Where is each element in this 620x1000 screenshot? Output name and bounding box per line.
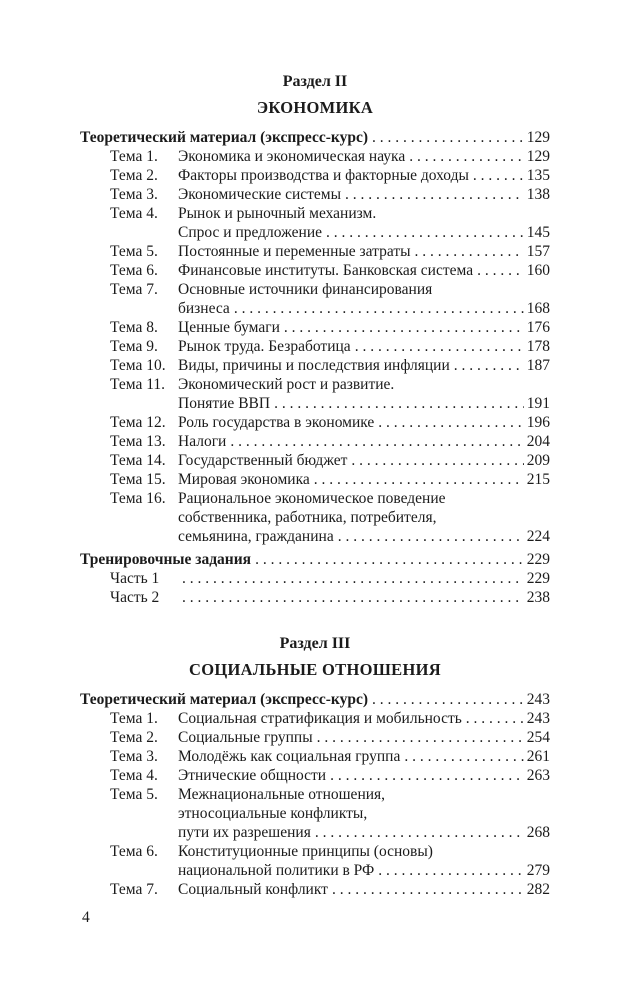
dot-leader <box>317 728 524 747</box>
toc-entry-titles <box>178 166 550 185</box>
toc-entry-text: Социальные группы <box>178 729 313 746</box>
toc-entry-lastline <box>80 690 550 709</box>
toc-entry-lastline <box>178 166 550 185</box>
dot-leader <box>454 356 524 375</box>
toc-entry-label: Тема 3. <box>110 186 158 203</box>
dot-leader <box>473 166 524 185</box>
toc-entry-text: Финансовые институты. Банковская система <box>178 262 474 279</box>
toc-entry-page: 229 <box>526 551 550 568</box>
toc-entry-lastline <box>178 766 550 785</box>
toc-entry-text: Молодёжь как социальная группа <box>178 748 401 765</box>
section-heading: Раздел II <box>282 73 348 90</box>
dot-leader <box>330 766 524 785</box>
toc-entry-label: Тема 11. <box>110 376 166 393</box>
toc-entry-titles <box>178 842 550 880</box>
toc-entry <box>80 432 550 451</box>
dot-leader <box>355 337 524 356</box>
dot-leader <box>255 550 524 569</box>
toc-entry-titles <box>178 880 550 899</box>
toc-entry-lastline <box>178 356 550 375</box>
toc-entry-titles <box>178 709 550 728</box>
toc-entry-text: бизнеса <box>178 300 230 317</box>
toc-entry-label: Тема 10. <box>110 357 166 374</box>
toc-entry-lastline <box>178 728 550 747</box>
toc-entry-page: 268 <box>526 824 550 841</box>
toc-entry-text: пути их разрешения <box>178 824 311 841</box>
toc-entry <box>80 242 550 261</box>
toc-entry-lastline <box>178 223 550 242</box>
toc-entry-page: 168 <box>526 300 550 317</box>
toc-entry-lastline <box>178 470 550 489</box>
toc-entry-titles <box>80 128 550 147</box>
toc-entry-text: Экономические системы <box>178 186 342 203</box>
toc-entry-lastline <box>178 261 550 280</box>
dot-leader <box>345 185 524 204</box>
toc-entry-lastline <box>178 709 550 728</box>
toc-entry-line: Конституционные принципы (основы) <box>178 843 433 860</box>
toc-entry-titles <box>178 375 550 413</box>
dot-leader <box>332 880 524 899</box>
toc-entry-page: 261 <box>526 748 550 765</box>
toc-entry-label: Тема 1. <box>110 710 158 727</box>
toc-entry-label: Тема 13. <box>110 433 166 450</box>
toc-entry <box>80 690 550 709</box>
toc-entry-titles <box>178 242 550 261</box>
toc-entry-lastline <box>178 242 550 261</box>
toc-entry-lastline <box>178 394 550 413</box>
toc-entry <box>80 128 550 147</box>
toc-entry-titles <box>178 728 550 747</box>
toc-entry-titles <box>178 185 550 204</box>
toc-entry-text: Мировая экономика <box>178 471 310 488</box>
toc-entry-lastline <box>178 413 550 432</box>
toc-entry-line: этносоциальные конфликты, <box>178 805 368 822</box>
toc-entry <box>80 356 550 375</box>
toc-entry <box>80 204 550 242</box>
toc-entry-label: Тема 2. <box>110 167 158 184</box>
toc-entry-titles <box>178 356 550 375</box>
toc-entry <box>80 766 550 785</box>
toc-entry <box>80 728 550 747</box>
toc-entry-page: 196 <box>526 414 550 431</box>
toc-entry <box>80 413 550 432</box>
toc-entry-label: Тема 16. <box>110 490 166 507</box>
dot-leader <box>378 413 523 432</box>
toc-entry-page: 263 <box>526 767 550 784</box>
toc-entry-page: 209 <box>526 452 550 469</box>
toc-entry-text: семьянина, гражданина <box>178 528 334 545</box>
toc-entry-lastline <box>80 550 550 569</box>
toc-entry <box>80 261 550 280</box>
toc-entry-titles <box>178 766 550 785</box>
toc-entry-titles <box>178 470 550 489</box>
toc-entry-titles <box>178 588 550 607</box>
toc-entry-page: 224 <box>526 528 550 545</box>
toc-entry-page: 187 <box>526 357 550 374</box>
toc-entry-label: Тема 5. <box>110 786 158 803</box>
toc-entry-lastline <box>178 432 550 451</box>
toc-entry-text: Государственный бюджет <box>178 452 348 469</box>
toc-entry-page: 215 <box>526 471 550 488</box>
toc-entry-label: Тема 9. <box>110 338 158 355</box>
toc-entry-label: Тема 14. <box>110 452 166 469</box>
toc-entry-titles <box>178 280 550 318</box>
toc-entry-label: Тема 6. <box>110 843 158 860</box>
toc-entry-lastline <box>178 527 550 546</box>
toc-entry-line: Экономический рост и развитие. <box>178 376 395 393</box>
toc-entry-titles <box>178 451 550 470</box>
toc-entry <box>80 709 550 728</box>
toc-entry-label: Часть 2 <box>110 589 160 606</box>
dot-leader <box>326 223 524 242</box>
toc-entry-lastline <box>178 880 550 899</box>
toc-entry <box>80 166 550 185</box>
toc-entry-label: Тема 2. <box>110 729 158 746</box>
toc-entry-text: Теоретический материал (экспресс-курс) <box>80 691 369 708</box>
toc-entry-text: Спрос и предложение <box>178 224 323 241</box>
dot-leader <box>284 318 524 337</box>
toc-entry-text: Ценные бумаги <box>178 319 280 336</box>
toc-entry <box>80 147 550 166</box>
toc-entry-label: Тема 1. <box>110 148 158 165</box>
toc-entry-page: 138 <box>526 186 550 203</box>
toc-entry-page: 238 <box>526 589 550 606</box>
toc-entry-label: Часть 1 <box>110 570 160 587</box>
dot-leader <box>315 823 524 842</box>
toc-entry <box>80 375 550 413</box>
toc-entry <box>80 842 550 880</box>
section-title: ЭКОНОМИКА <box>256 98 374 117</box>
toc-entry-titles <box>178 747 550 766</box>
toc-entry <box>80 880 550 899</box>
toc-entry-page: 129 <box>526 148 550 165</box>
toc-entry <box>80 747 550 766</box>
toc-entry-text: Понятие ВВП <box>178 395 271 412</box>
dot-leader <box>338 527 524 546</box>
toc-entry <box>80 337 550 356</box>
toc-entry-text: Факторы производства и факторные доходы <box>178 167 469 184</box>
toc-entry <box>80 785 550 842</box>
dot-leader <box>477 261 524 280</box>
toc-entry-page: 191 <box>526 395 550 412</box>
toc-entry-text: Виды, причины и последствия инфляции <box>178 357 450 374</box>
toc-entry-text: Тренировочные задания <box>80 551 252 568</box>
toc-entry-label: Тема 8. <box>110 319 158 336</box>
dot-leader <box>466 709 524 728</box>
toc-entry <box>80 550 550 569</box>
toc-entry-page: 129 <box>526 129 550 146</box>
dot-leader <box>230 432 523 451</box>
toc-entry-text: Роль государства в экономике <box>178 414 375 431</box>
toc-entry <box>80 185 550 204</box>
toc-entry-text: Рынок труда. Безработица <box>178 338 351 355</box>
toc-entry-lastline <box>178 861 550 880</box>
toc-entry-text: Постоянные и переменные затраты <box>178 243 411 260</box>
toc-entry-page: 254 <box>526 729 550 746</box>
toc-entry-page: 279 <box>526 862 550 879</box>
dot-leader <box>415 242 524 261</box>
toc-entry-page: 157 <box>526 243 550 260</box>
toc-entry-lastline <box>80 128 550 147</box>
dot-leader <box>372 128 524 147</box>
toc-entry-page: 282 <box>526 881 550 898</box>
dot-leader <box>182 569 524 588</box>
dot-leader <box>378 861 523 880</box>
toc-entry <box>80 588 550 607</box>
toc-entry-lastline <box>178 588 550 607</box>
toc-entry-text: Социальный конфликт <box>178 881 328 898</box>
toc-entry-text: национальной политики в РФ <box>178 862 375 879</box>
toc-entry-titles <box>178 785 550 842</box>
toc-entry <box>80 280 550 318</box>
toc-entry-label: Тема 4. <box>110 205 158 222</box>
toc-entry-titles <box>178 489 550 546</box>
toc-entry <box>80 470 550 489</box>
toc-entry-titles <box>178 413 550 432</box>
toc-entry <box>80 569 550 588</box>
toc-entry-label: Тема 15. <box>110 471 166 488</box>
section-heading: Раздел III <box>279 635 351 652</box>
toc-entry-page: 243 <box>526 710 550 727</box>
dot-leader <box>182 588 524 607</box>
toc-entry-titles <box>80 550 550 569</box>
toc-entry-lastline <box>178 451 550 470</box>
dot-leader <box>404 747 523 766</box>
dot-leader <box>314 470 524 489</box>
toc-entry-lastline <box>178 318 550 337</box>
toc-entry-line: Основные источники финансирования <box>178 281 433 298</box>
toc-entry-titles <box>178 204 550 242</box>
toc-entry-text: Экономика и экономическая наука <box>178 148 406 165</box>
toc-entry-titles <box>80 690 550 709</box>
dot-leader <box>234 299 524 318</box>
toc-entry-titles <box>178 318 550 337</box>
toc-entry-page: 135 <box>526 167 550 184</box>
dot-leader <box>274 394 524 413</box>
toc-entry-page: 204 <box>526 433 550 450</box>
toc-entry-label: Тема 6. <box>110 262 158 279</box>
toc-entry-label: Тема 5. <box>110 243 158 260</box>
toc-entry-lastline <box>178 337 550 356</box>
toc-entry-text: Теоретический материал (экспресс-курс) <box>80 129 369 146</box>
toc-entry-line: Рынок и рыночный механизм. <box>178 205 377 222</box>
toc-entry-label: Тема 3. <box>110 748 158 765</box>
page-number: 4 <box>82 909 90 926</box>
toc-entry-page: 176 <box>526 319 550 336</box>
toc-entry <box>80 451 550 470</box>
dot-leader <box>372 690 524 709</box>
toc-entry-page: 160 <box>526 262 550 279</box>
toc-entry-titles <box>178 261 550 280</box>
toc-entry-text: Социальная стратификация и мобильность <box>178 710 462 727</box>
toc-entry-titles <box>178 432 550 451</box>
toc-entry-page: 145 <box>526 224 550 241</box>
toc-entry-lastline <box>178 823 550 842</box>
toc-entry-lastline <box>178 147 550 166</box>
toc-entry <box>80 318 550 337</box>
toc-entry-page: 243 <box>526 691 550 708</box>
dot-leader <box>351 451 523 470</box>
toc-entry-titles <box>178 569 550 588</box>
toc-entry-lastline <box>178 185 550 204</box>
toc-entry-label: Тема 12. <box>110 414 166 431</box>
toc-entry-label: Тема 7. <box>110 881 158 898</box>
toc-entry-text: Налоги <box>178 433 227 450</box>
section-title: СОЦИАЛЬНЫЕ ОТНОШЕНИЯ <box>189 660 441 679</box>
toc-entry-label: Тема 4. <box>110 767 158 784</box>
toc-sections <box>80 72 550 899</box>
toc-entry-titles <box>178 147 550 166</box>
toc-section <box>80 634 550 899</box>
toc-entry-lastline <box>178 747 550 766</box>
toc-entry-page: 178 <box>526 338 550 355</box>
toc-entry-page: 229 <box>526 570 550 587</box>
dot-leader <box>409 147 524 166</box>
toc-entry-line: собственника, работника, потребителя, <box>178 509 437 526</box>
toc-entry-lastline <box>178 299 550 318</box>
toc-entry-titles <box>178 337 550 356</box>
toc-section <box>80 72 550 607</box>
toc-entry-text: Этнические общности <box>178 767 327 784</box>
toc-entry-line: Рациональное экономическое поведение <box>178 490 446 507</box>
toc-entry-lastline <box>178 569 550 588</box>
toc-entry <box>80 489 550 546</box>
toc-entry-label: Тема 7. <box>110 281 158 298</box>
toc-entry-line: Межнациональные отношения, <box>178 786 386 803</box>
